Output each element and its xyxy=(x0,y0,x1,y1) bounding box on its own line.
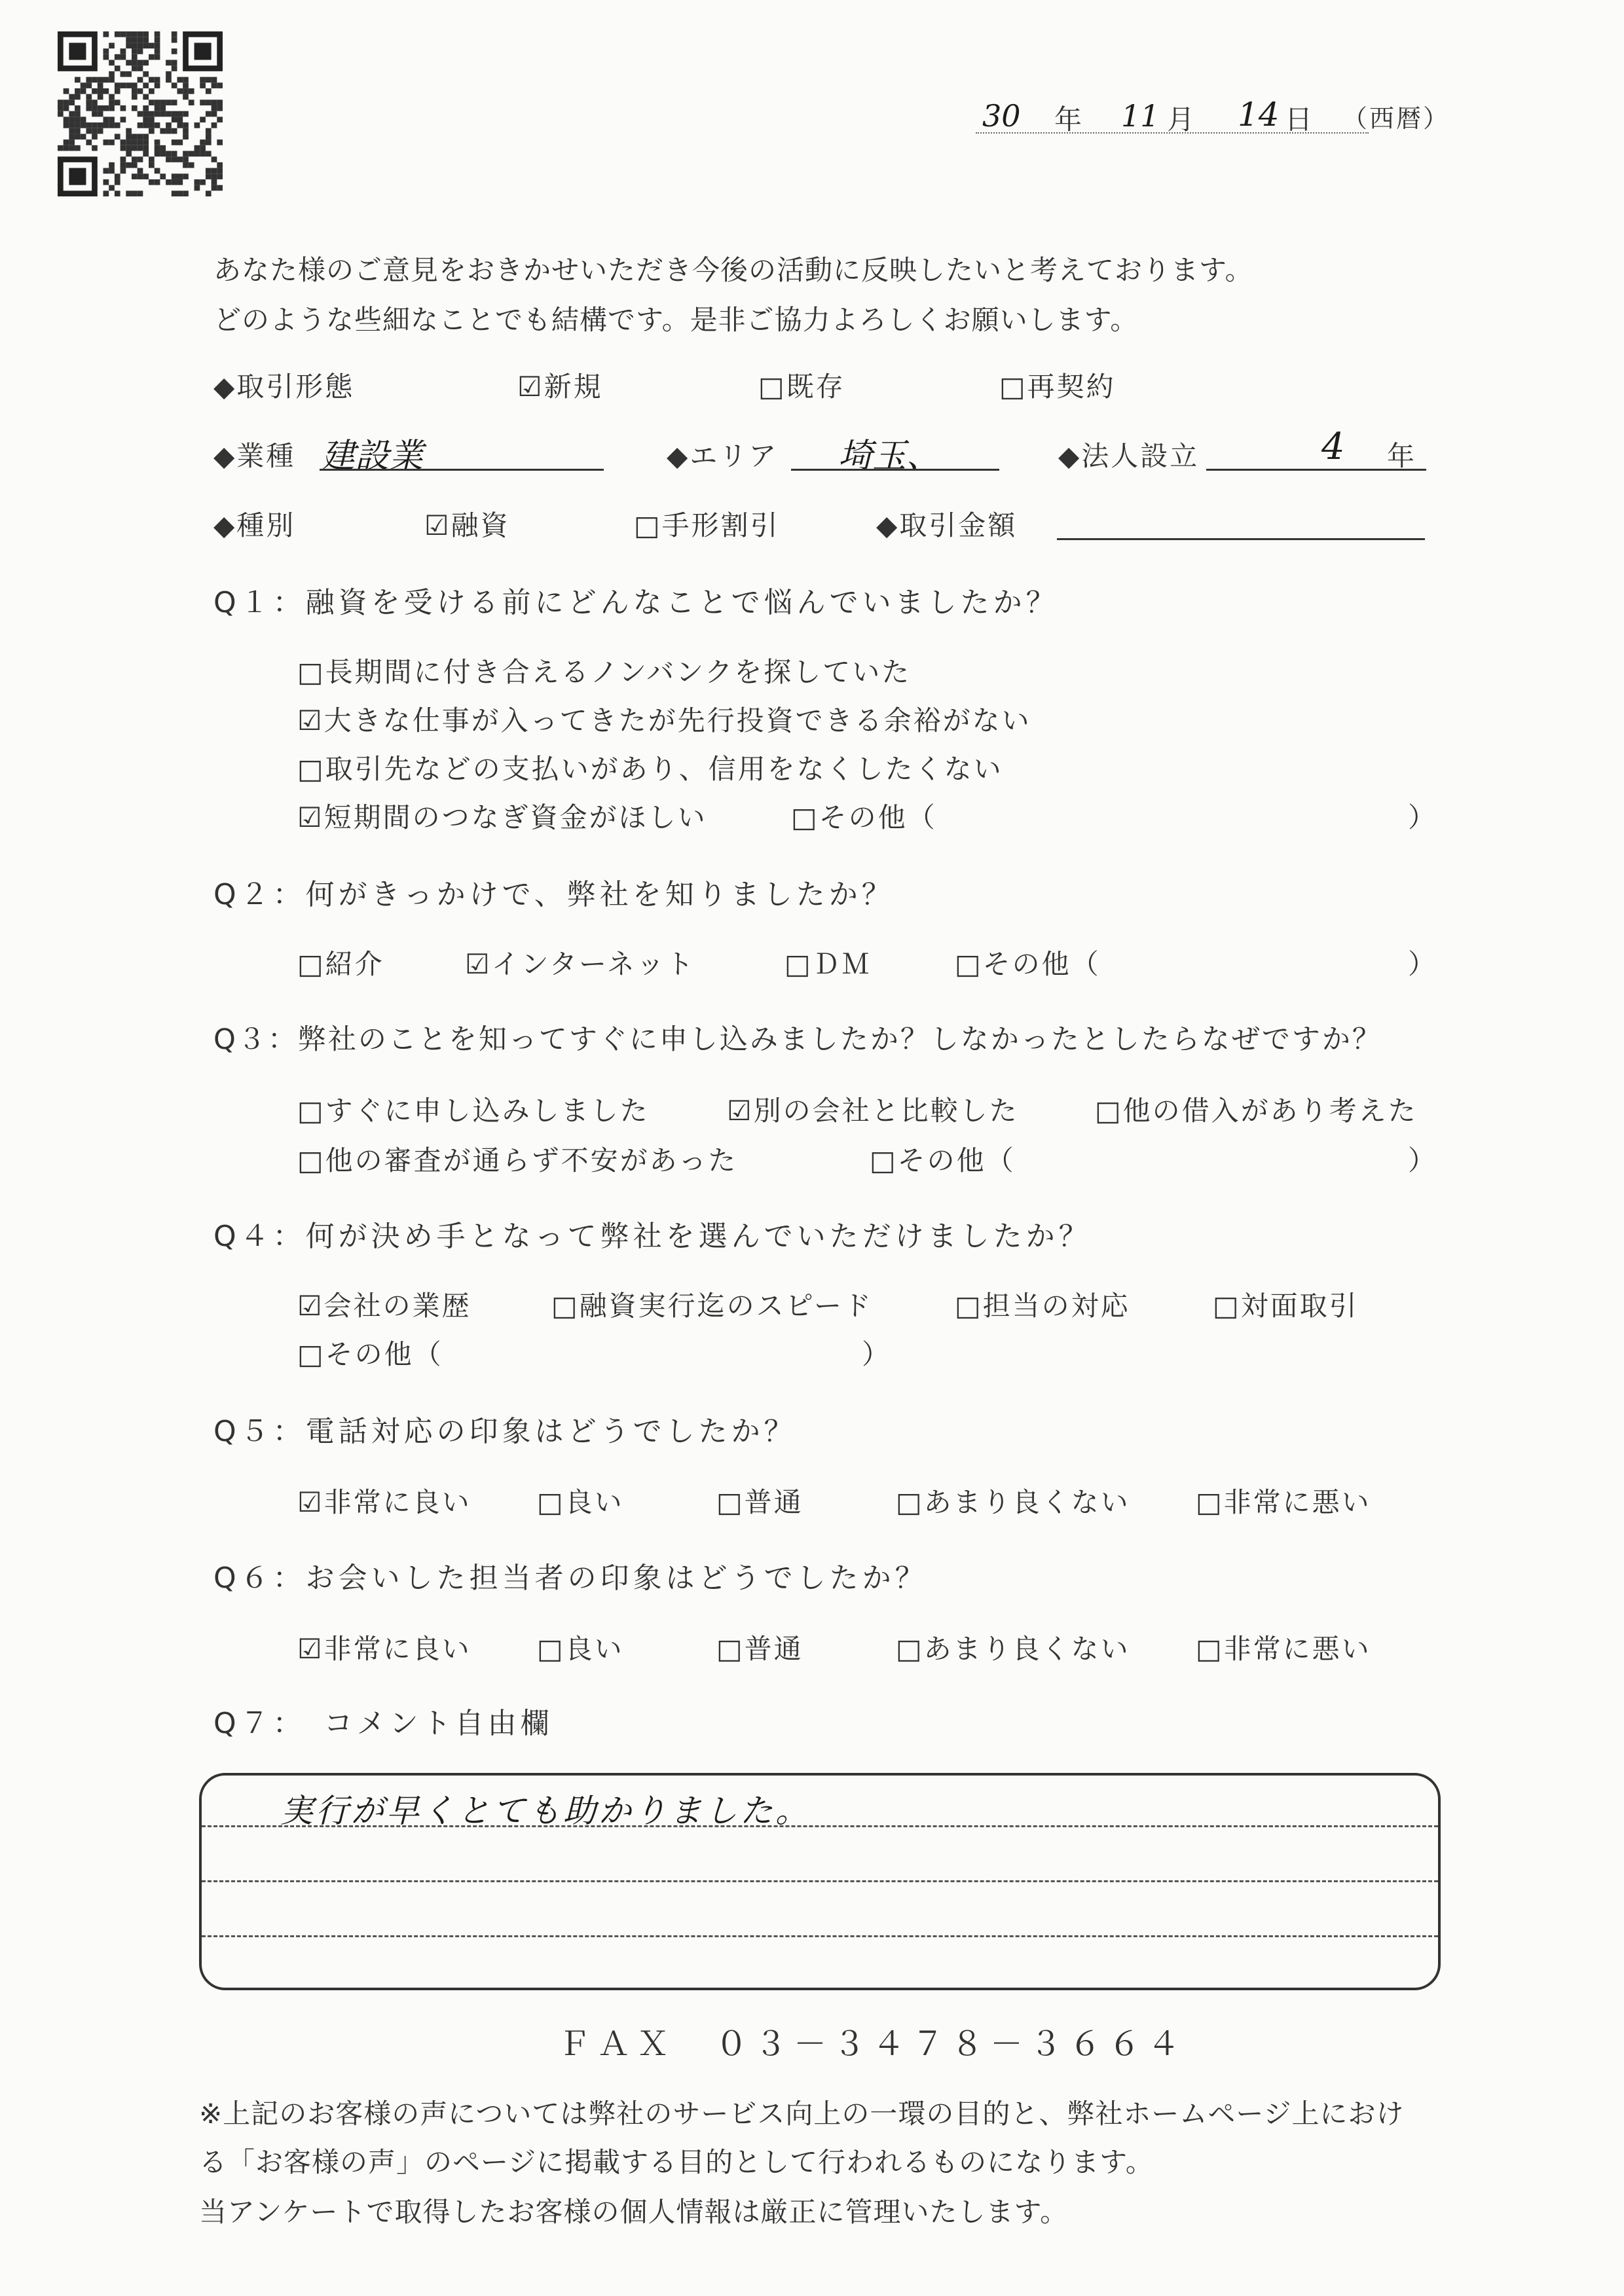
comment-line-3 xyxy=(202,1935,1438,1937)
fax-number: ＦＡＸ ０３－３４７８－３６６４ xyxy=(558,2025,1187,2063)
comment-text: 実行が早くとても助かりました。 xyxy=(280,1792,811,1830)
q2-option-other[interactable]: □その他（ xyxy=(955,948,1101,980)
date-era-label: （西暦） xyxy=(1342,104,1450,133)
date-day-label: 日 xyxy=(1285,103,1315,136)
q6-option-very-good[interactable]: ☑非常に良い xyxy=(297,1633,471,1665)
q3-option-other-loans[interactable]: □他の借入があり考えた xyxy=(1095,1095,1418,1127)
q6-option-good[interactable]: □良い xyxy=(537,1633,624,1665)
q2-question: Q２：何がきっかけで、弊社を知りましたか？ xyxy=(213,878,895,911)
q5-option-not-good[interactable]: □あまり良くない xyxy=(896,1486,1130,1518)
q5-option-average[interactable]: □普通 xyxy=(716,1486,803,1518)
q3-other-close-paren: ） xyxy=(1408,1144,1438,1176)
deal-type-option-existing[interactable]: □既存 xyxy=(758,371,845,403)
q6-option-average[interactable]: □普通 xyxy=(716,1633,803,1665)
q3-question: Q３：弊社のことを知ってすぐに申し込みましたか？しなかったとしたらなぜですか？ xyxy=(213,1023,1382,1056)
kind-option-bill-discount[interactable]: □手形割引 xyxy=(634,509,780,541)
date-month-value: 11 xyxy=(1121,98,1160,134)
q3-option-review-anxiety[interactable]: □他の審査が通らず不安があった xyxy=(297,1144,738,1176)
deal-type-option-new[interactable]: ☑新規 xyxy=(517,371,603,403)
q1-option-keep-credit[interactable]: □取引先などの支払いがあり、信用をなくしたくない xyxy=(297,753,1003,785)
q1-option-long-term-nonbank[interactable]: □長期間に付き合えるノンバンクを探していた xyxy=(297,656,912,688)
kind-option-loan[interactable]: ☑融資 xyxy=(424,509,510,541)
q2-option-dm[interactable]: □ＤＭ xyxy=(784,948,872,980)
date-day-value: 14 xyxy=(1238,96,1280,134)
q3-option-compared[interactable]: ☑別の会社と比較した xyxy=(727,1095,1019,1127)
q5-option-very-good[interactable]: ☑非常に良い xyxy=(297,1486,471,1518)
date-underline xyxy=(976,132,1369,134)
intro-line-1: あなた様のご意見をおきかせいただき今後の活動に反映したいと考えております。 xyxy=(213,254,1253,286)
intro-line-2: どのような些細なことでも結構です。是非ご協力よろしくお願いします。 xyxy=(213,304,1139,336)
comment-box[interactable] xyxy=(199,1773,1441,1990)
area-underline xyxy=(791,469,999,471)
q6-option-very-bad[interactable]: □非常に悪い xyxy=(1196,1633,1371,1665)
industry-label: ◆業種 xyxy=(213,440,296,472)
deal-type-label: ◆取引形態 xyxy=(213,371,355,403)
footer-line-2: る「お客様の声」のページに掲載する目的として行われるものになります。 xyxy=(199,2146,1154,2178)
qr-code xyxy=(58,31,223,196)
date-month-label: 月 xyxy=(1167,103,1197,136)
q1-question: Q１：融資を受ける前にどんなことで悩んでいましたか？ xyxy=(213,586,1059,619)
date-year-label: 年 xyxy=(1054,103,1084,136)
q3-option-other[interactable]: □その他（ xyxy=(870,1144,1016,1176)
q1-option-no-investment-margin[interactable]: ☑大きな仕事が入ってきたが先行投資できる余裕がない xyxy=(297,704,1031,737)
footer-line-3: 当アンケートで取得したお客様の個人情報は厳正に管理いたします。 xyxy=(199,2196,1069,2228)
q6-option-not-good[interactable]: □あまり良くない xyxy=(896,1633,1130,1665)
q6-question: Q６：お会いした担当者の印象はどうでしたか？ xyxy=(213,1561,928,1595)
established-value[interactable]: 4 xyxy=(1321,426,1345,468)
q2-option-internet[interactable]: ☑インターネット xyxy=(465,948,695,980)
established-unit: 年 xyxy=(1387,440,1417,472)
q1-option-bridge-funds[interactable]: ☑短期間のつなぎ資金がほしい xyxy=(297,801,707,833)
q3-option-applied-immediately[interactable]: □すぐに申し込みしました xyxy=(297,1095,650,1127)
established-label: ◆法人設立 xyxy=(1058,440,1200,472)
q4-option-staff-response[interactable]: □担当の対応 xyxy=(955,1290,1130,1322)
q2-other-close-paren: ） xyxy=(1408,948,1438,980)
date-year-value: 30 xyxy=(982,98,1021,134)
deal-type-option-renewal[interactable]: □再契約 xyxy=(999,371,1116,403)
area-label: ◆エリア xyxy=(667,440,779,472)
q1-other-close-paren: ） xyxy=(1408,801,1438,833)
area-value[interactable]: 埼玉、 xyxy=(838,437,941,476)
footer-line-1: ※上記のお客様の声については弊社のサービス向上の一環の目的と、弊社ホームページ上におけ xyxy=(199,2098,1405,2130)
q7-question: Q７： コメント自由欄 xyxy=(213,1707,553,1740)
amount-underline xyxy=(1057,538,1425,540)
kind-label: ◆種別 xyxy=(213,509,296,541)
q4-option-speed[interactable]: □融資実行迄のスピード xyxy=(551,1290,874,1322)
industry-value[interactable]: 建設業 xyxy=(321,437,424,476)
amount-label: ◆取引金額 xyxy=(876,509,1018,541)
established-underline xyxy=(1206,469,1426,471)
q4-question: Q４：何が決め手となって弊社を選んでいただけましたか？ xyxy=(213,1220,1092,1253)
comment-line-2 xyxy=(202,1880,1438,1882)
q4-option-company-history[interactable]: ☑会社の業歴 xyxy=(297,1290,471,1322)
q1-option-other[interactable]: □その他（ xyxy=(791,801,937,833)
q5-question: Q５：電話対応の印象はどうでしたか？ xyxy=(213,1415,797,1448)
q4-option-face-to-face[interactable]: □対面取引 xyxy=(1213,1290,1359,1322)
q5-option-good[interactable]: □良い xyxy=(537,1486,624,1518)
q4-other-close-paren: ） xyxy=(862,1338,892,1370)
q2-option-referral[interactable]: □紹介 xyxy=(297,948,384,980)
q5-option-very-bad[interactable]: □非常に悪い xyxy=(1196,1486,1371,1518)
industry-underline xyxy=(320,469,604,471)
q4-option-other[interactable]: □その他（ xyxy=(297,1338,443,1370)
